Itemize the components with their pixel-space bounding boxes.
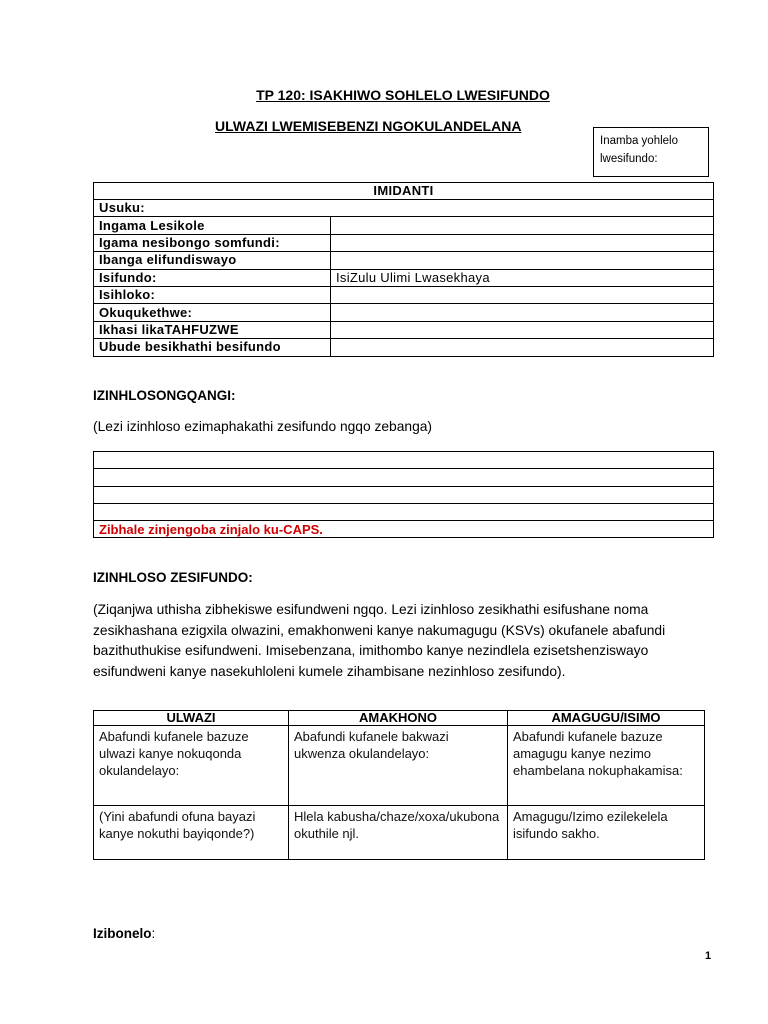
detail-label: Isifundo: — [94, 269, 331, 286]
column-header-values: AMAGUGU/ISIMO — [508, 711, 705, 726]
detail-row-topic — [94, 286, 714, 303]
aims-row — [94, 469, 714, 486]
objectives-cell: Hlela kabusha/chaze/xoxa/ukubona okuthile njl. — [289, 806, 508, 860]
objectives-row — [94, 726, 705, 806]
objectives-paragraph: (Ziqanjwa uthisha zibhekiswe esifundweni ngqo. Lezi izinhloso zesikhathi esifushane noma zesikhashana ezigxila olwazini, emakhonweni kanye nakumagugu (KSVs) okufanele abafundi bazithuthukise esifundweni. Imisebenzana, imithombo kanye nezindlela ezisetshenziswayo esifundweni kanye nasekuhloleni kumele zihambisane nezinhloso zesifundo). — [93, 602, 666, 679]
document-title: TP 120: ISAKHIWO SOHLELO LWESIFUNDO — [256, 87, 550, 103]
objectives-cell: (Yini abafundi ofuna bayazi kanye nokuthi bayiqonde?) — [94, 806, 289, 860]
lesson-details-header-row — [94, 183, 714, 200]
objectives-table — [93, 710, 705, 860]
detail-value[interactable] — [331, 234, 714, 251]
detail-label: Ingama Lesikole — [94, 217, 331, 234]
detail-value[interactable] — [331, 252, 714, 269]
detail-value[interactable] — [331, 339, 714, 356]
examples-heading-line — [93, 926, 155, 941]
objectives-cell: Amagugu/Izimo ezilekelela isifundo sakho. — [508, 806, 705, 860]
column-header-skills: AMAKHONO — [289, 711, 508, 726]
column-header-knowledge: ULWAZI — [94, 711, 289, 726]
examples-colon: : — [151, 926, 156, 941]
examples-heading: Izibonelo — [93, 926, 152, 941]
detail-row-grade — [94, 252, 714, 269]
document-subtitle: ULWAZI LWEMISEBENZI NGOKULANDELANA — [215, 118, 522, 134]
aims-heading: IZINHLOSONGQANGI: — [93, 388, 236, 403]
caps-instruction: Zibhale zinjengoba zinjalo ku-CAPS. — [94, 521, 714, 538]
detail-row-date — [94, 200, 714, 217]
detail-row-student-name — [94, 234, 714, 251]
aims-table — [93, 451, 714, 538]
detail-label: Ubude besikhathi besifundo — [94, 339, 331, 356]
detail-label: Isihloko: — [94, 286, 331, 303]
objectives-row — [94, 806, 705, 860]
aims-row — [94, 503, 714, 520]
detail-value[interactable] — [331, 321, 714, 338]
objectives-cell: Abafundi kufanele bazuze amagugu kanye nezimo ehambelana nokuphakamisa: — [508, 726, 705, 806]
detail-value[interactable] — [331, 304, 714, 321]
detail-row-duration — [94, 339, 714, 356]
detail-label: Ibanga elifundiswayo — [94, 252, 331, 269]
aims-row — [94, 486, 714, 503]
aims-cell[interactable] — [94, 469, 714, 486]
detail-value[interactable] — [331, 217, 714, 234]
aims-cell[interactable] — [94, 503, 714, 520]
lesson-number-label-line2: lwesifundo: — [600, 153, 658, 165]
detail-row-subject — [94, 269, 714, 286]
lesson-details-table — [93, 182, 714, 357]
detail-row-school — [94, 217, 714, 234]
objectives-header-row — [94, 711, 705, 726]
objectives-heading: IZINHLOSO ZESIFUNDO: — [93, 570, 253, 585]
detail-label: Okuqukethwe: — [94, 304, 331, 321]
aims-cell[interactable] — [94, 486, 714, 503]
detail-label: Igama nesibongo somfundi: — [94, 234, 331, 251]
detail-row-content — [94, 304, 714, 321]
lesson-number-label-line1: Inamba yohlelo — [600, 135, 678, 147]
lesson-number-box — [593, 127, 709, 177]
aims-cell[interactable] — [94, 452, 714, 469]
aims-row — [94, 521, 714, 538]
detail-value[interactable]: IsiZulu Ulimi Lwasekhaya — [331, 269, 714, 286]
detail-label: Usuku: — [94, 200, 714, 217]
detail-row-textbook-page — [94, 321, 714, 338]
lesson-details-header: IMIDANTI — [94, 183, 714, 200]
objectives-cell: Abafundi kufanele bakwazi ukwenza okulandelayo: — [289, 726, 508, 806]
page-number: 1 — [705, 950, 712, 962]
detail-label: Ikhasi likaTAHFUZWE — [94, 321, 331, 338]
objectives-cell: Abafundi kufanele bazuze ulwazi kanye nokuqonda okulandelayo: — [94, 726, 289, 806]
aims-instruction: (Lezi izinhloso ezimaphakathi zesifundo ngqo zebanga) — [93, 419, 433, 434]
aims-row — [94, 452, 714, 469]
detail-value[interactable] — [331, 286, 714, 303]
